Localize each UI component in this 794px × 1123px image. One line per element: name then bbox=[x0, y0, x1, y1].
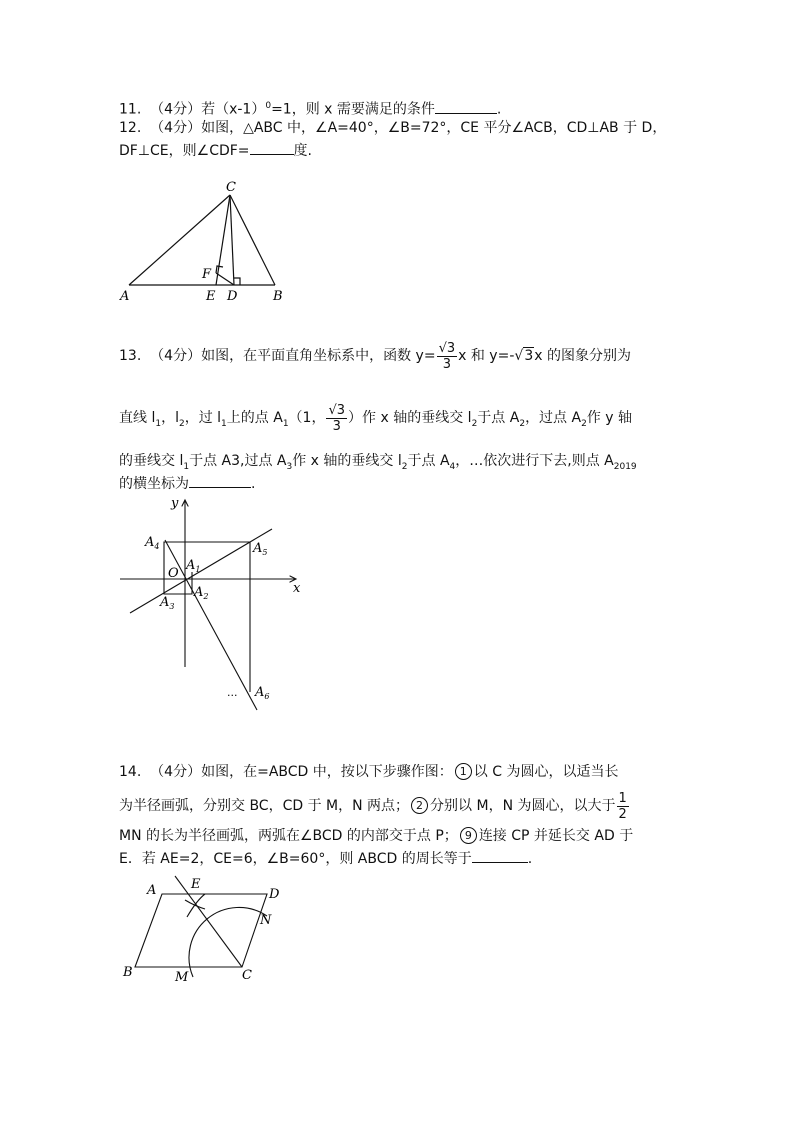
q13-l2-f: ）作 x 轴的垂线交 l bbox=[348, 410, 472, 426]
q14-l4-a: E．若 AE=2，CE=6，∠B=60°，则 ABCD 的周长等于 bbox=[119, 851, 472, 867]
sub-3a: 3 bbox=[286, 461, 293, 472]
q12-line1: 如图，△ABC 中，∠A=40°，∠B=72°，CE 平分∠ACB，CD⊥AB 于 D， bbox=[201, 120, 667, 136]
a2-sub: 2 bbox=[203, 592, 209, 601]
q13-l4-a: 的横坐标为 bbox=[119, 476, 189, 492]
q13-number: 13. bbox=[119, 348, 142, 364]
q13-fraction-2 bbox=[326, 403, 347, 434]
label-a5 bbox=[252, 541, 267, 557]
a6-letter: A bbox=[255, 685, 265, 700]
a2-letter: A bbox=[194, 585, 204, 600]
q13-answer-blank[interactable] bbox=[189, 473, 251, 488]
q12-line2-post: 度. bbox=[293, 143, 312, 159]
label-b: B bbox=[273, 289, 283, 304]
right-angle-mark-f bbox=[216, 266, 223, 273]
label-a2 bbox=[193, 585, 208, 601]
q14-l4-b: . bbox=[527, 851, 533, 867]
label-a: A bbox=[120, 289, 130, 304]
q13-line1-pre: 如图，在平面直角坐标系中，函数 y= bbox=[201, 348, 436, 364]
sub-1b: 1 bbox=[221, 418, 227, 429]
sub-2a: 2 bbox=[178, 418, 185, 429]
label-d: D bbox=[227, 289, 238, 304]
q13-line1-post: x 的图象分别为 bbox=[534, 348, 631, 364]
q11-answer-blank[interactable] bbox=[435, 99, 497, 114]
q13-l2-c: ，过 l bbox=[184, 410, 222, 426]
q11-end: . bbox=[496, 101, 502, 118]
q11-number: 11. bbox=[119, 101, 142, 118]
q13-l3-c: 作 x 轴的垂线交 l bbox=[292, 453, 402, 469]
q14-l1-b: 以 C 为圆心，以适当长 bbox=[473, 764, 619, 780]
q11-exponent: 0 bbox=[265, 101, 272, 111]
q13-l2-d: 上的点 A bbox=[226, 410, 283, 426]
a6-sub: 6 bbox=[264, 692, 270, 701]
q13-l2-h: ，过点 A bbox=[525, 410, 582, 426]
q11-post: =1，则 x 需要满足的条件 bbox=[271, 101, 435, 118]
q14-answer-blank[interactable] bbox=[472, 848, 528, 863]
q13-text-line1 bbox=[119, 338, 631, 374]
q14-text-line2 bbox=[119, 788, 630, 824]
q13-points: （4分） bbox=[150, 348, 202, 364]
q13-text-line4 bbox=[119, 473, 255, 494]
q12-answer-blank[interactable] bbox=[250, 140, 294, 155]
label-d: D bbox=[269, 887, 280, 902]
sub-1a: 1 bbox=[155, 418, 162, 429]
label-e: E bbox=[206, 289, 216, 304]
q11-pre: 若（x-1） bbox=[201, 101, 266, 118]
label-c: C bbox=[242, 968, 252, 983]
q13-l2-i: 作 y 轴 bbox=[586, 410, 633, 426]
label-a1 bbox=[185, 558, 200, 574]
q13-l3-b: 于点 A3,过点 A bbox=[189, 453, 287, 469]
q12-number: 12. bbox=[119, 120, 142, 136]
q14-l3-a: MN 的长为半径画弧，两弧在∠BCD 的内部交于点 P； bbox=[119, 828, 458, 844]
sub-2e: 2 bbox=[401, 461, 408, 472]
segment-ac bbox=[129, 195, 230, 285]
q12-triangle-figure bbox=[110, 175, 310, 305]
q14-l2-a: 为半径画弧，分别交 BC，CD 于 M，N 两点； bbox=[119, 798, 410, 814]
parallelogram-abcd bbox=[135, 894, 267, 967]
q12-points: （4分） bbox=[150, 120, 202, 136]
q12-text-line1 bbox=[119, 118, 666, 138]
label-f: F bbox=[202, 267, 212, 282]
a3-letter: A bbox=[160, 595, 170, 610]
a3-sub: 3 bbox=[169, 602, 175, 611]
a4-sub: 4 bbox=[154, 542, 160, 551]
label-n: N bbox=[260, 913, 272, 928]
label-b: B bbox=[123, 965, 133, 980]
step-1-circle: 1 bbox=[455, 763, 472, 780]
segment-df bbox=[216, 273, 234, 285]
a5-letter: A bbox=[253, 541, 263, 556]
q14-l3-b: 连接 CP 并延长交 AD 于 bbox=[478, 828, 634, 844]
a1-letter: A bbox=[186, 558, 196, 573]
sub-2d: 2 bbox=[581, 418, 587, 429]
q14-text-line1 bbox=[119, 762, 618, 782]
q13-l2-g: 于点 A bbox=[477, 410, 520, 426]
sub-2c: 2 bbox=[519, 418, 526, 429]
q13-line1-mid: x 和 y=- bbox=[458, 348, 515, 364]
q14-points: （4分） bbox=[150, 764, 202, 780]
label-a3 bbox=[159, 595, 174, 611]
q14-text-line4 bbox=[119, 848, 532, 869]
q14-number: 14. bbox=[119, 764, 142, 780]
q13-frac2-den: 3 bbox=[332, 418, 341, 434]
q13-l3-e: ，…依次进行下去,则点 A bbox=[455, 453, 614, 469]
label-a: A bbox=[147, 883, 157, 898]
q13-l2-e: （1， bbox=[288, 410, 326, 426]
q14-l2-b: 分别以 M，N 为圆心，以大于 bbox=[430, 798, 616, 814]
q14-half-num: 1 bbox=[618, 790, 627, 806]
step-2-circle: 2 bbox=[411, 797, 428, 814]
label-origin: O bbox=[168, 566, 179, 581]
q13-sqrt: √3 bbox=[514, 348, 534, 364]
right-angle-mark-d bbox=[234, 278, 240, 285]
q11-points: （4分） bbox=[150, 101, 202, 118]
q13-coordinate-figure bbox=[110, 492, 310, 717]
q13-l2-a: 直线 l bbox=[119, 410, 156, 426]
q13-radicand: 3 bbox=[524, 348, 534, 364]
label-a4 bbox=[144, 535, 159, 551]
label-c: C bbox=[226, 180, 236, 195]
q14-l1-a: 如图，在=ABCD 中，按以下步骤作图： bbox=[201, 764, 453, 780]
label-x-axis: x bbox=[293, 581, 301, 596]
q13-l3-a: 的垂线交 l bbox=[119, 453, 184, 469]
q13-text-line2 bbox=[119, 400, 632, 436]
q12-line2-pre: DF⊥CE，则∠CDF= bbox=[119, 143, 250, 159]
q14-half-fraction bbox=[617, 791, 629, 822]
label-ellipsis: ... bbox=[227, 686, 238, 699]
q14-text-line3 bbox=[119, 826, 633, 846]
segment-cd bbox=[230, 195, 234, 285]
a4-letter: A bbox=[145, 535, 155, 550]
sub-2b: 2 bbox=[471, 418, 478, 429]
sub-4a: 4 bbox=[449, 461, 456, 472]
segment-bc bbox=[230, 195, 275, 285]
q13-l3-d: 于点 A bbox=[407, 453, 450, 469]
label-m: M bbox=[175, 970, 189, 985]
q13-frac2-num: √3 bbox=[328, 402, 346, 418]
sub-1d: 1 bbox=[183, 461, 190, 472]
q14-half-den: 2 bbox=[618, 806, 627, 822]
q13-l2-b: ，l bbox=[161, 410, 179, 426]
label-a6 bbox=[254, 685, 269, 701]
q13-fraction-1 bbox=[437, 341, 458, 372]
a5-sub: 5 bbox=[262, 548, 268, 557]
label-y-axis: y bbox=[171, 496, 179, 511]
segment-ce bbox=[216, 195, 230, 285]
a1-sub: 1 bbox=[195, 565, 201, 574]
q13-frac1-den: 3 bbox=[442, 356, 451, 372]
label-e: E bbox=[191, 877, 201, 892]
step-3-circle: 9 bbox=[460, 827, 477, 844]
q12-text-line2 bbox=[119, 140, 312, 161]
q11-text bbox=[119, 96, 501, 120]
q13-l4-b: . bbox=[251, 476, 256, 492]
sub-2019: 2019 bbox=[613, 461, 637, 472]
ray-ce bbox=[175, 876, 242, 967]
sub-1c: 1 bbox=[282, 418, 289, 429]
q13-frac1-num: √3 bbox=[438, 340, 456, 356]
q14-parallelogram-figure bbox=[115, 872, 290, 987]
